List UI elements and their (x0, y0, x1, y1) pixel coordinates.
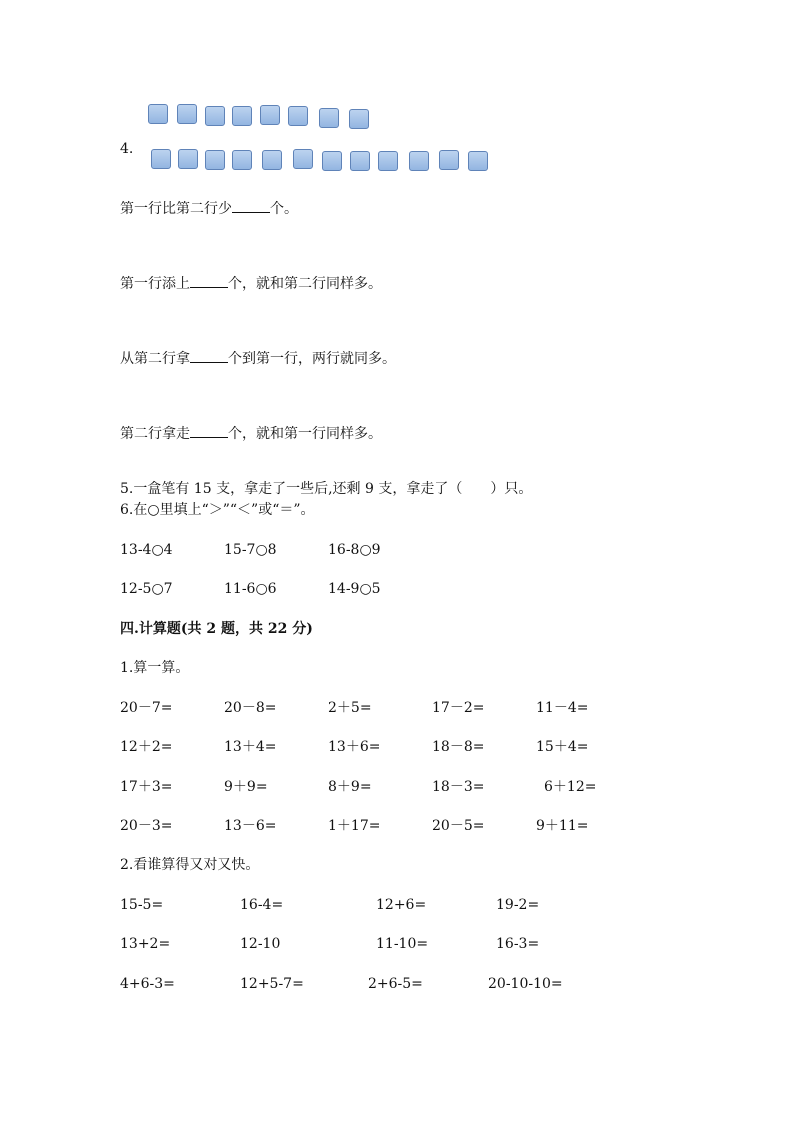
answer-blank[interactable] (190, 423, 228, 438)
compare-item: 16-8○9 (328, 542, 381, 558)
calc-item: 15＋4= (536, 739, 589, 755)
calc-item: 6＋12= (544, 779, 597, 795)
calc-item: 17＋3= (120, 779, 173, 795)
q4-line-2 (120, 273, 382, 293)
calc-item: 16-4= (240, 897, 284, 913)
calc-item: 20－5= (432, 818, 485, 834)
square-block (232, 106, 252, 126)
calc-item: 2+6-5= (368, 976, 423, 992)
q4-line-1 (120, 198, 298, 218)
compare-item: 12-5○7 (120, 581, 173, 597)
calc-item: 20－8= (224, 700, 277, 716)
square-block (178, 149, 198, 169)
calc-item: 13＋4= (224, 739, 277, 755)
calc-item: 20－7= (120, 700, 173, 716)
q4-line-3-before: 从第二行拿 (120, 351, 190, 367)
square-block (349, 109, 369, 129)
square-block (319, 108, 339, 128)
q4-line-4-after: 个，就和第一行同样多。 (228, 426, 382, 442)
square-block (177, 104, 197, 124)
calc-item: 4+6-3= (120, 976, 175, 992)
calc-item: 11－4= (536, 700, 589, 716)
calc-item: 13+2= (120, 936, 171, 952)
calc-item: 13＋6= (328, 739, 381, 755)
calc-item: 12-10 (240, 936, 281, 952)
calc-item: 19-2= (496, 897, 540, 913)
answer-blank[interactable] (190, 273, 228, 288)
calc-item: 13－6= (224, 818, 277, 834)
calc-1-title: 1.算一算。 (120, 660, 190, 676)
calc-item: 20-10-10= (488, 976, 563, 992)
square-block (288, 106, 308, 126)
calc-item: 9＋9= (224, 779, 268, 795)
square-block (205, 150, 225, 170)
calc-item: 15-5= (120, 897, 164, 913)
compare-item: 14-9○5 (328, 581, 381, 597)
q4-line-2-after: 个，就和第二行同样多。 (228, 276, 382, 292)
calc-item: 17－2= (432, 700, 485, 716)
square-block (151, 149, 171, 169)
question-4-number: 4. (120, 141, 134, 157)
question-6-title: 6.在○里填上“＞”“＜”或“＝”。 (120, 502, 315, 518)
calc-item: 2＋5= (328, 700, 372, 716)
q4-line-3 (120, 348, 396, 368)
square-block (205, 106, 225, 126)
calc-item: 11-10= (376, 936, 429, 952)
q4-line-2-before: 第一行添上 (120, 276, 190, 292)
square-block (260, 105, 280, 125)
calc-item: 12+6= (376, 897, 427, 913)
square-block (293, 149, 313, 169)
square-block (350, 151, 370, 171)
calc-item: 12＋2= (120, 739, 173, 755)
q4-line-1-before: 第一行比第二行少 (120, 201, 232, 217)
q4-line-3-after: 个到第一行，两行就同多。 (228, 351, 396, 367)
q4-line-1-after: 个。 (270, 201, 298, 217)
calc-item: 8＋9= (328, 779, 372, 795)
compare-item: 15-7○8 (224, 542, 277, 558)
q4-line-4 (120, 423, 382, 443)
calc-item: 1＋17= (328, 818, 381, 834)
square-block (322, 151, 342, 171)
calc-item: 20－3= (120, 818, 173, 834)
square-block (232, 150, 252, 170)
answer-blank[interactable] (232, 198, 270, 213)
square-block (468, 151, 488, 171)
question-5: 5.一盒笔有 15 支，拿走了一些后,还剩 9 支，拿走了（ ）只。 (120, 481, 533, 497)
calc-item: 18－3= (432, 779, 485, 795)
calc-item: 12+5-7= (240, 976, 304, 992)
square-block (439, 150, 459, 170)
calc-item: 18－8= (432, 739, 485, 755)
calc-item: 16-3= (496, 936, 540, 952)
calc-item: 9＋11= (536, 818, 589, 834)
section-heading: 四.计算题(共 2 题，共 22 分) (120, 621, 313, 637)
square-block (378, 151, 398, 171)
q4-line-4-before: 第二行拿走 (120, 426, 190, 442)
compare-item: 11-6○6 (224, 581, 277, 597)
answer-blank[interactable] (190, 348, 228, 363)
calc-2-title: 2.看谁算得又对又快。 (120, 857, 260, 873)
square-block (148, 104, 168, 124)
compare-item: 13-4○4 (120, 542, 173, 558)
square-block (262, 150, 282, 170)
square-block (409, 151, 429, 171)
